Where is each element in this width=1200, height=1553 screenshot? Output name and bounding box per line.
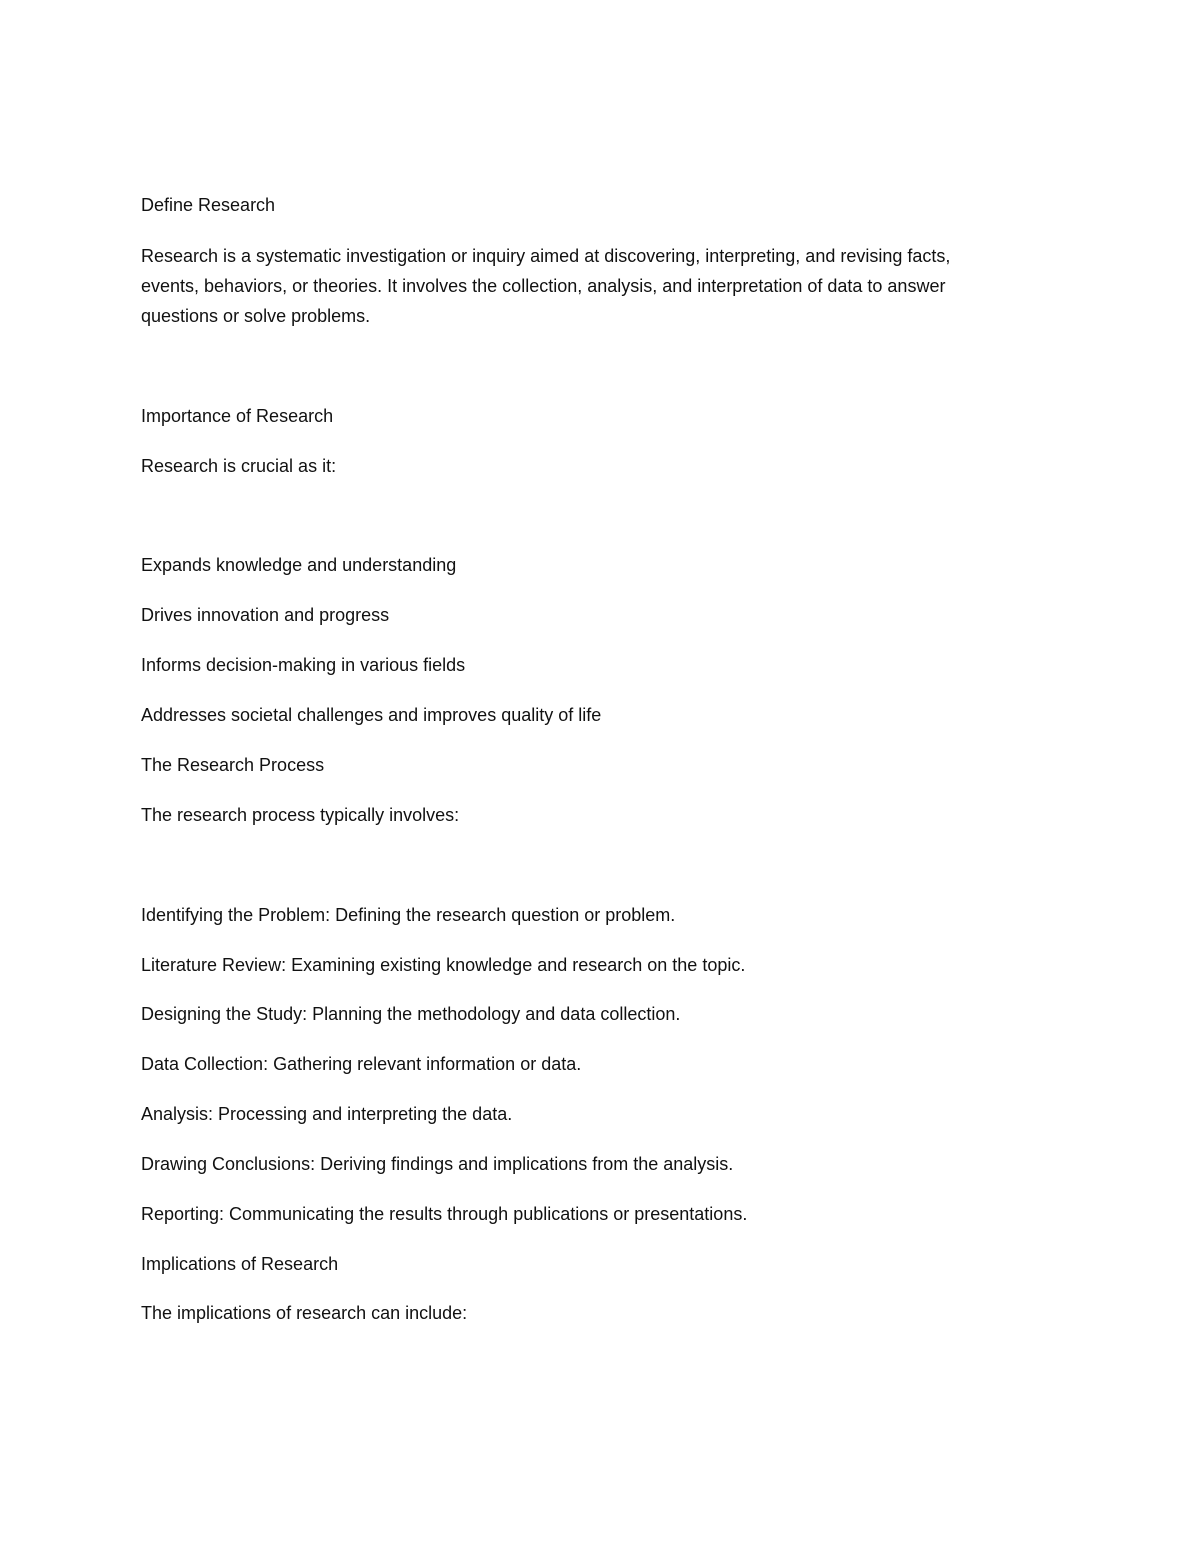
process-step: Literature Review: Examining existing knowledge and research on the topic.	[141, 955, 746, 975]
process-step: Designing the Study: Planning the methodology and data collection.	[141, 1004, 681, 1024]
process-intro: The research process typically involves:	[141, 805, 460, 825]
heading-define-research: Define Research	[141, 195, 276, 215]
importance-item: Drives innovation and progress	[141, 605, 390, 625]
importance-item: Addresses societal challenges and improves quality of life	[141, 705, 602, 725]
implications-intro: The implications of research can include:	[141, 1303, 468, 1323]
process-step: Reporting: Communicating the results through publications or presentations.	[141, 1204, 748, 1224]
heading-implications-of-research: Implications of Research	[141, 1254, 339, 1274]
definition-line-1: Research is a systematic investigation or inquiry aimed at discovering, interpreting, and revising facts,	[141, 246, 951, 266]
definition-line-3: questions or solve problems.	[141, 306, 371, 326]
definition-line-2: events, behaviors, or theories. It involves the collection, analysis, and interpretation of data to answer	[141, 276, 946, 296]
process-step: Data Collection: Gathering relevant information or data.	[141, 1054, 582, 1074]
process-step: Drawing Conclusions: Deriving findings and implications from the analysis.	[141, 1154, 734, 1174]
process-step: Identifying the Problem: Defining the research question or problem.	[141, 905, 676, 925]
importance-item: Informs decision-making in various fields	[141, 655, 466, 675]
heading-importance-of-research: Importance of Research	[141, 406, 334, 426]
process-step: Analysis: Processing and interpreting the data.	[141, 1104, 513, 1124]
importance-intro: Research is crucial as it:	[141, 456, 337, 476]
importance-item: Expands knowledge and understanding	[141, 555, 457, 575]
heading-research-process: The Research Process	[141, 755, 325, 775]
